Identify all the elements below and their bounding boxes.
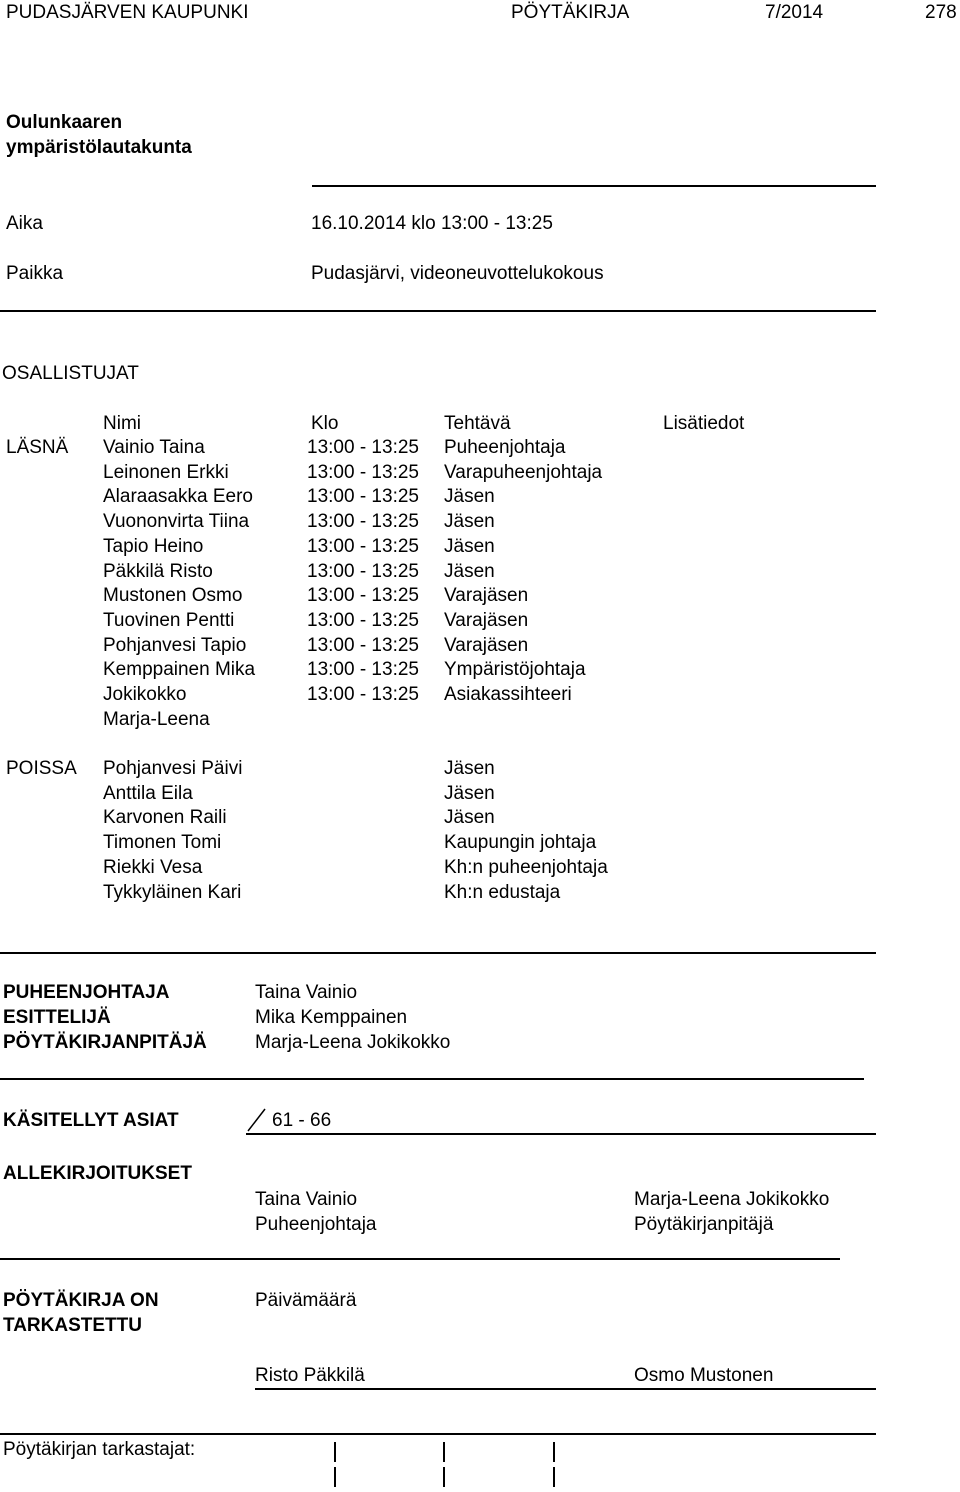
participant-role: Varajäsen: [444, 585, 529, 607]
present-label: LÄSNÄ: [6, 437, 69, 458]
chair-name: Taina Vainio: [255, 982, 358, 1003]
participant-name: Päkkilä Risto: [103, 560, 213, 582]
reviewers-label: Pöytäkirjan tarkastajat:: [3, 1439, 196, 1460]
participant-role: Jäsen: [444, 486, 495, 508]
participant-time: 13:00 - 13:25: [307, 634, 419, 656]
participant-role: Jäsen: [444, 511, 495, 533]
divider: [246, 1133, 876, 1135]
review-label-line2: TARKASTETTU: [3, 1315, 142, 1336]
participant-time: 13:00 - 13:25: [307, 486, 419, 508]
divider: [0, 1258, 840, 1260]
divider: [255, 1388, 876, 1390]
participant-role: Varapuheenjohtaja: [444, 461, 603, 483]
participant-name: Pohjanvesi Tapio: [103, 634, 247, 656]
participant-role: Puheenjohtaja: [444, 437, 566, 458]
reviewer-2-name: Osmo Mustonen: [634, 1365, 774, 1386]
initials-box-separator: [443, 1467, 445, 1487]
absent-participant-role: Kh:n puheenjohtaja: [444, 856, 608, 878]
absent-participant-name: Anttila Eila: [103, 782, 193, 804]
divider: [0, 952, 876, 954]
absent-participant-role: Jäsen: [444, 758, 495, 779]
reviewer-1-name: Risto Päkkilä: [255, 1365, 365, 1386]
participant-time: 13:00 - 13:25: [307, 585, 419, 607]
place-value: Pudasjärvi, videoneuvottelukokous: [311, 263, 604, 284]
participant-name: Tuovinen Pentti: [103, 609, 235, 631]
absent-participant-name: Timonen Tomi: [103, 832, 222, 854]
chair-label: PUHEENJOHTAJA: [3, 982, 170, 1003]
absent-participant-name: Pohjanvesi Päivi: [103, 758, 243, 779]
divider: [0, 1433, 876, 1435]
participant-time: 13:00 - 13:25: [307, 461, 419, 483]
review-label-line1: PÖYTÄKIRJA ON: [3, 1290, 159, 1311]
initials-box-separator: [553, 1442, 555, 1462]
absent-label: POISSA: [6, 758, 77, 779]
absent-participant-name: Riekki Vesa: [103, 856, 203, 878]
participant-time: 13:00 - 13:25: [307, 535, 419, 557]
participant-time: 13:00 - 13:25: [307, 609, 419, 631]
participant-name: Marja-Leena: [103, 708, 210, 730]
presenter-label: ESITTELIJÄ: [3, 1007, 111, 1028]
absent-participant-role: Jäsen: [444, 782, 495, 804]
participant-time: 13:00 - 13:25: [307, 659, 419, 681]
signatures-label: ALLEKIRJOITUKSET: [3, 1163, 192, 1184]
absent-participant-role: Jäsen: [444, 807, 495, 829]
items-value: 61 - 66: [272, 1110, 332, 1131]
column-header-name: Nimi: [103, 413, 141, 434]
presenter-name: Mika Kemppainen: [255, 1007, 408, 1028]
participant-role: Jäsen: [444, 535, 495, 557]
participant-time: 13:00 - 13:25: [307, 511, 419, 533]
secretary-name: Marja-Leena Jokikokko: [255, 1032, 451, 1053]
participant-name: Vainio Taina: [103, 437, 205, 458]
signature-secretary-title: Pöytäkirjanpitäjä: [634, 1214, 774, 1235]
initials-box-separator: [334, 1442, 336, 1462]
time-value: 16.10.2014 klo 13:00 - 13:25: [311, 213, 553, 234]
header-number: 7/2014: [765, 2, 824, 23]
participant-name: Tapio Heino: [103, 535, 204, 557]
participant-time: 13:00 - 13:25: [307, 684, 419, 705]
participant-name: Mustonen Osmo: [103, 585, 243, 607]
participant-name: Leinonen Erkki: [103, 461, 229, 483]
signature-secretary-name: Marja-Leena Jokikokko: [634, 1189, 830, 1210]
divider: [0, 310, 876, 312]
committee-name-line1: Oulunkaaren: [6, 112, 123, 133]
participant-name: Jokikokko: [103, 684, 187, 705]
absent-participant-role: Kh:n edustaja: [444, 881, 561, 903]
participant-role: Varajäsen: [444, 634, 529, 656]
committee-name-line2: ympäristölautakunta: [6, 137, 192, 158]
absent-participant-role: Kaupungin johtaja: [444, 832, 597, 854]
time-label: Aika: [6, 213, 43, 234]
column-header-info: Lisätiedot: [663, 413, 745, 434]
secretary-label: PÖYTÄKIRJANPITÄJÄ: [3, 1032, 207, 1053]
header-doc-type: PÖYTÄKIRJA: [511, 2, 630, 23]
initials-box-separator: [443, 1442, 445, 1462]
participant-name: Kemppainen Mika: [103, 659, 256, 681]
participant-role: Asiakassihteeri: [444, 684, 572, 705]
participant-role: Ympäristöjohtaja: [444, 659, 586, 681]
participant-name: Alaraasakka Eero: [103, 486, 253, 508]
header-page-number: 278: [925, 2, 957, 23]
divider: [312, 185, 876, 187]
items-label: KÄSITELLYT ASIAT: [3, 1110, 179, 1131]
header-org: PUDASJÄRVEN KAUPUNKI: [6, 2, 249, 23]
participant-time: 13:00 - 13:25: [307, 437, 419, 458]
initials-box-separator: [553, 1467, 555, 1487]
participant-role: Varajäsen: [444, 609, 529, 631]
place-label: Paikka: [6, 263, 64, 284]
divider: [0, 1078, 864, 1080]
initials-box-separator: [334, 1467, 336, 1487]
absent-participant-name: Karvonen Raili: [103, 807, 227, 829]
signature-chair-name: Taina Vainio: [255, 1189, 358, 1210]
participant-role: Jäsen: [444, 560, 495, 582]
participant-time: 13:00 - 13:25: [307, 560, 419, 582]
column-header-time: Klo: [311, 413, 339, 434]
participants-heading: OSALLISTUJAT: [2, 363, 139, 384]
absent-participant-name: Tykkyläinen Kari: [103, 881, 242, 903]
column-header-role: Tehtävä: [444, 413, 511, 434]
participant-name: Vuononvirta Tiina: [103, 511, 250, 533]
section-mark-icon: [246, 1107, 268, 1133]
review-date-label: Päivämäärä: [255, 1290, 357, 1311]
signature-chair-title: Puheenjohtaja: [255, 1214, 377, 1235]
